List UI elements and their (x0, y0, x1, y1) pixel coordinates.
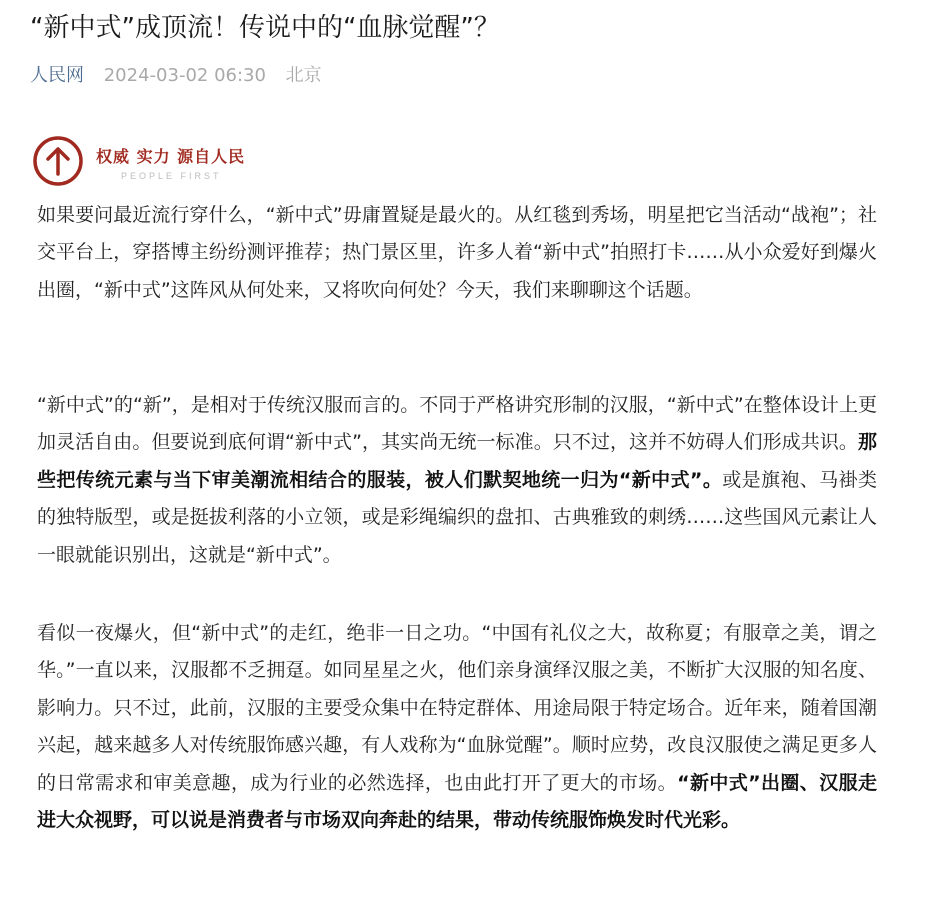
article-meta (30, 62, 322, 90)
paragraph-text: “新中式”的“新”，是相对于传统汉服而言的。不同于严格讲究形制的汉服，“新中式”在整体设计上更加灵活自由。但要说到底何谓“新中式”，其实尚无统一标准。只不过，这并不妨碍人们形成共识。 (37, 394, 877, 454)
up-arrow-circle-icon (32, 135, 84, 187)
paragraph-text: 看似一夜爆火，但“新中式”的走红，绝非一日之功。“中国有礼仪之大，故称夏；有服章之美，谓之华。”一直以来，汉服都不乏拥趸。如同星星之火，他们亲身演绎汉服之美，不断扩大汉服的知名度、影响力。只不过，此前，汉服的主要受众集中在特定群体、用途局限于特定场合。近年来，随着国潮兴起，越来越多人对传统服饰感兴趣，有人戏称为“血脉觉醒”。顺时应势，改良汉服使之满足更多人的日常需求和审美意趣，成为行业的必然选择，也由此打开了更大的市场。 (37, 622, 877, 794)
article-paragraph-2 (37, 387, 877, 574)
logo-subtitle: PEOPLE FIRST (121, 171, 222, 181)
paragraph-bold-text: 那些把传统元素与当下审美潮流相结合的服装，被人们默契地统一归为“新中式”。 (37, 431, 877, 491)
paragraph-text: 如果要问最近流行穿什么，“新中式”毋庸置疑是最火的。从红毯到秀场，明星把它当活动“战袍”；社交平台上，穿搭博主纷纷测评推荐；热门景区里，许多人着“新中式”拍照打卡……从小众爱好到爆火出圈，“新中式”这阵风从何处来，又将吹向何处？今天，我们来聊聊这个话题。 (37, 204, 877, 301)
paragraph-text: 或是旗袍、马褂类的独特版型，或是挺拔利落的小立领，或是彩绳编织的盘扣、古典雅致的刺绣……这些国风元素让人一眼就能识别出，这就是“新中式”。 (37, 468, 877, 566)
article-paragraph-1 (37, 197, 877, 309)
article-location: 北京 (285, 65, 322, 86)
logo-slogan: 权威 实力 源自人民 (96, 147, 246, 166)
article-date: 2024-03-02 06:30 (103, 65, 266, 86)
paragraph-bold-text: “新中式”出圈、汉服走进大众视野，可以说是消费者与市场双向奔赴的结果，带动传统服饰焕发时代光彩。 (37, 771, 877, 832)
article-title: “新中式”成顶流！传说中的“血脉觉醒”？ (30, 13, 500, 43)
article-source-link[interactable]: 人民网 (30, 65, 84, 86)
people-first-logo (32, 133, 292, 189)
article-paragraph-3 (37, 615, 877, 839)
